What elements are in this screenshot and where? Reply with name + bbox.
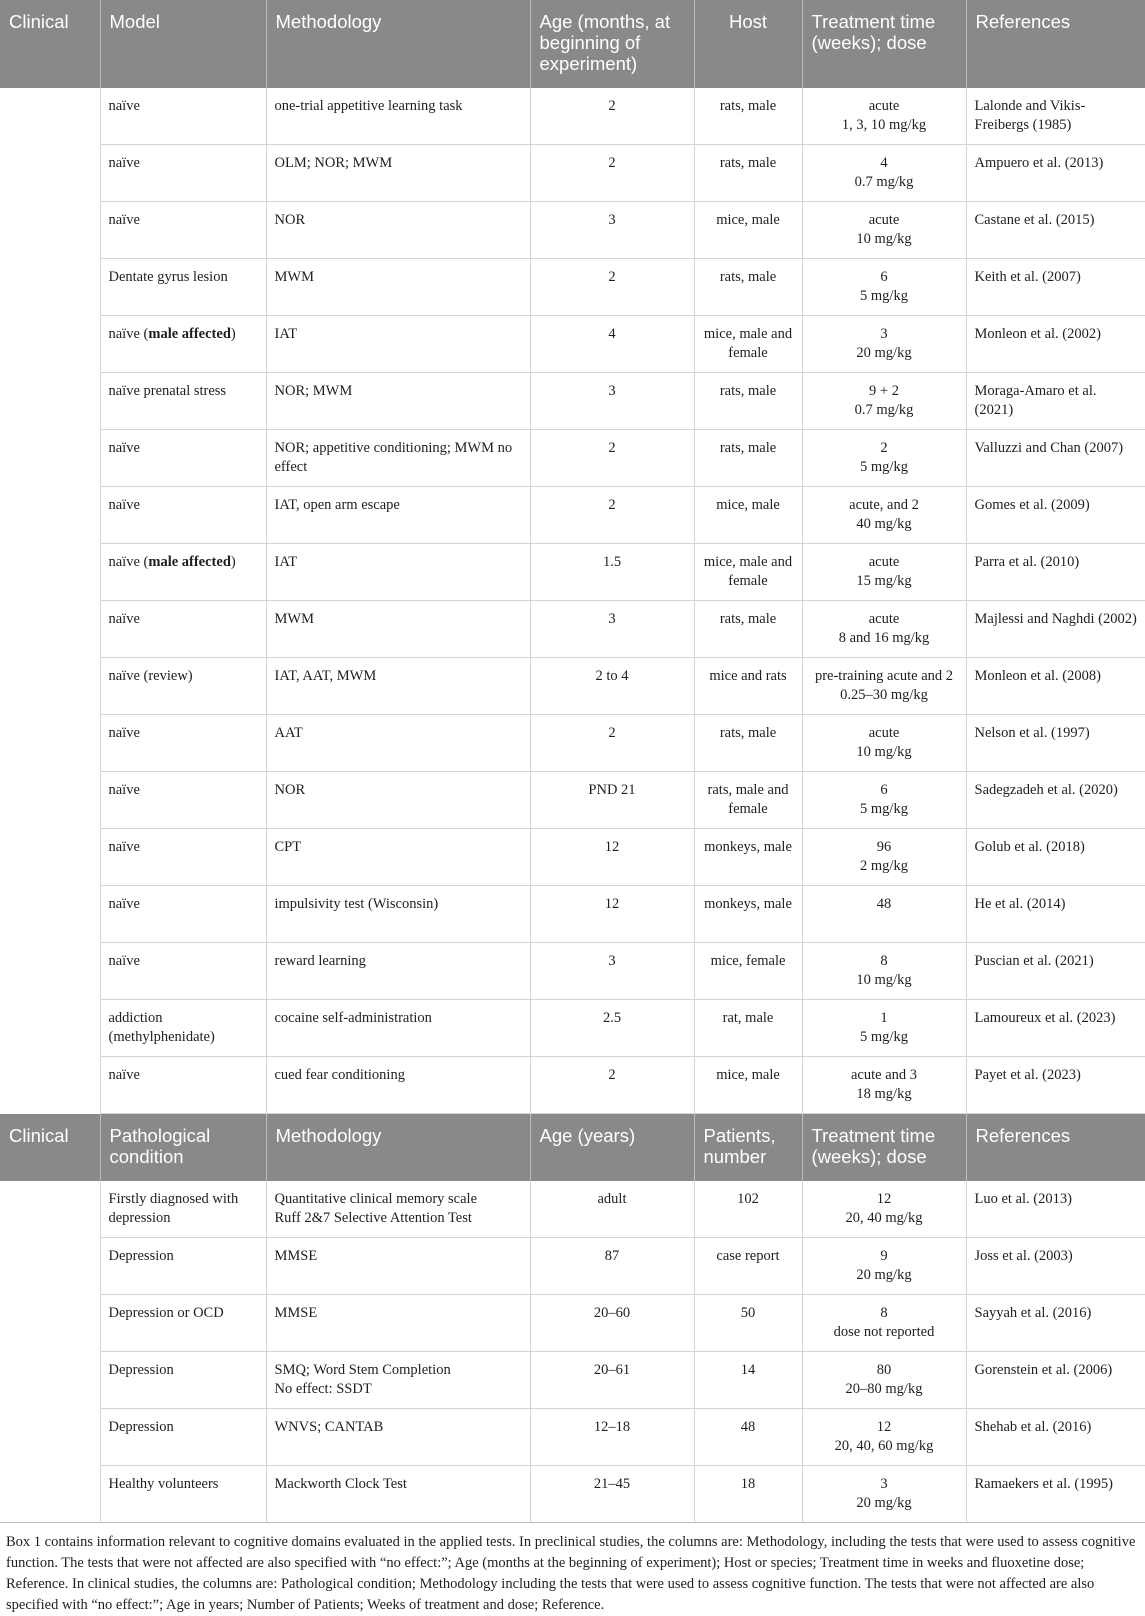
- host-cell: mice, male: [694, 202, 802, 259]
- host-cell: mice, male and female: [694, 544, 802, 601]
- model-cell: naïve: [100, 886, 266, 943]
- header-model: Model: [100, 0, 266, 88]
- treatment-cell: 3 20 mg/kg: [802, 1466, 966, 1523]
- clinical-cell: [0, 1000, 100, 1057]
- header-host: Host: [694, 0, 802, 88]
- treatment-cell: 3 20 mg/kg: [802, 316, 966, 373]
- model-cell: naïve: [100, 772, 266, 829]
- age-cell: 20–60: [530, 1295, 694, 1352]
- methodology-cell: NOR; appetitive conditioning; MWM no effect: [266, 430, 530, 487]
- age-cell: 4: [530, 316, 694, 373]
- methodology-cell: NOR; MWM: [266, 373, 530, 430]
- table-row: [0, 1181, 1145, 1238]
- header-patients: Patients, number: [694, 1114, 802, 1182]
- clinical-cell: [0, 430, 100, 487]
- model-cell: naïve: [100, 601, 266, 658]
- methodology-cell: WNVS; CANTAB: [266, 1409, 530, 1466]
- treatment-cell: 9 + 2 0.7 mg/kg: [802, 373, 966, 430]
- clinical-cell: [0, 886, 100, 943]
- age-cell: 2.5: [530, 1000, 694, 1057]
- reference-cell: He et al. (2014): [966, 886, 1145, 943]
- treatment-cell: acute 1, 3, 10 mg/kg: [802, 88, 966, 145]
- clinical-cell: [0, 1295, 100, 1352]
- clinical-cell: [0, 1466, 100, 1523]
- clinical-cell: [0, 544, 100, 601]
- header-clinical: Clinical: [0, 0, 100, 88]
- table-row: [0, 658, 1145, 715]
- reference-cell: Shehab et al. (2016): [966, 1409, 1145, 1466]
- reference-cell: Nelson et al. (1997): [966, 715, 1145, 772]
- reference-cell: Parra et al. (2010): [966, 544, 1145, 601]
- reference-cell: Moraga-Amaro et al. (2021): [966, 373, 1145, 430]
- model-text: naïve (: [108, 326, 149, 342]
- host-cell: mice, male: [694, 487, 802, 544]
- model-cell: [100, 316, 266, 373]
- methodology-cell: Quantitative clinical memory scale Ruff 2&7 Selective Attention Test: [266, 1181, 530, 1238]
- methodology-cell: MMSE: [266, 1295, 530, 1352]
- treatment-cell: 9 20 mg/kg: [802, 1238, 966, 1295]
- age-cell: 2: [530, 259, 694, 316]
- reference-cell: Luo et al. (2013): [966, 1181, 1145, 1238]
- header-references: References: [966, 0, 1145, 88]
- table-row: [0, 1057, 1145, 1114]
- model-text-after: ): [230, 326, 236, 342]
- host-cell: mice, male and female: [694, 316, 802, 373]
- header-age: Age (months, at beginning of experiment): [530, 0, 694, 88]
- host-cell: rats, male: [694, 145, 802, 202]
- clinical-cell: [0, 316, 100, 373]
- model-cell: naïve: [100, 430, 266, 487]
- condition-cell: Depression or OCD: [100, 1295, 266, 1352]
- table-row: [0, 88, 1145, 145]
- clinical-cell: [0, 88, 100, 145]
- clinical-cell: [0, 601, 100, 658]
- age-cell: 2: [530, 487, 694, 544]
- age-cell: adult: [530, 1181, 694, 1238]
- model-cell: naïve: [100, 487, 266, 544]
- header-age-years: Age (years): [530, 1114, 694, 1182]
- table-row: [0, 259, 1145, 316]
- treatment-cell: acute 10 mg/kg: [802, 715, 966, 772]
- host-cell: rats, male: [694, 715, 802, 772]
- host-cell: rats, male: [694, 373, 802, 430]
- patients-cell: 48: [694, 1409, 802, 1466]
- treatment-cell: 12 20, 40 mg/kg: [802, 1181, 966, 1238]
- table-row: [0, 1352, 1145, 1409]
- age-cell: PND 21: [530, 772, 694, 829]
- treatment-cell: 80 20–80 mg/kg: [802, 1352, 966, 1409]
- model-cell: naïve: [100, 829, 266, 886]
- treatment-cell: acute, and 2 40 mg/kg: [802, 487, 966, 544]
- reference-cell: Payet et al. (2023): [966, 1057, 1145, 1114]
- age-cell: 87: [530, 1238, 694, 1295]
- clinical-cell: [0, 487, 100, 544]
- methodology-cell: OLM; NOR; MWM: [266, 145, 530, 202]
- age-cell: 12: [530, 829, 694, 886]
- model-cell: naïve: [100, 1057, 266, 1114]
- methodology-cell: NOR: [266, 772, 530, 829]
- table-row: [0, 1409, 1145, 1466]
- host-cell: mice and rats: [694, 658, 802, 715]
- treatment-cell: 12 20, 40, 60 mg/kg: [802, 1409, 966, 1466]
- table-row: [0, 544, 1145, 601]
- reference-cell: Joss et al. (2003): [966, 1238, 1145, 1295]
- table-row: [0, 145, 1145, 202]
- clinical-cell: [0, 145, 100, 202]
- table-row: [0, 886, 1145, 943]
- host-cell: mice, female: [694, 943, 802, 1000]
- clinical-header-row: [0, 1114, 1145, 1182]
- table-row: [0, 487, 1145, 544]
- treatment-cell: 4 0.7 mg/kg: [802, 145, 966, 202]
- methodology-cell: IAT, open arm escape: [266, 487, 530, 544]
- model-cell: naïve (review): [100, 658, 266, 715]
- age-cell: 20–61: [530, 1352, 694, 1409]
- clinical-cell: [0, 772, 100, 829]
- methodology-cell: cued fear conditioning: [266, 1057, 530, 1114]
- reference-cell: Monleon et al. (2008): [966, 658, 1145, 715]
- reference-cell: Ramaekers et al. (1995): [966, 1466, 1145, 1523]
- reference-cell: Ampuero et al. (2013): [966, 145, 1145, 202]
- clinical-cell: [0, 658, 100, 715]
- model-text-after: ): [230, 554, 236, 570]
- age-cell: 2: [530, 88, 694, 145]
- clinical-cell: [0, 259, 100, 316]
- clinical-cell: [0, 1409, 100, 1466]
- header-treatment-2: Treatment time (weeks); dose: [802, 1114, 966, 1182]
- clinical-cell: [0, 715, 100, 772]
- table-row: [0, 1000, 1145, 1057]
- model-cell: naïve: [100, 88, 266, 145]
- table-row: [0, 202, 1145, 259]
- age-cell: 2 to 4: [530, 658, 694, 715]
- table-row: [0, 715, 1145, 772]
- age-cell: 2: [530, 1057, 694, 1114]
- treatment-cell: 1 5 mg/kg: [802, 1000, 966, 1057]
- patients-cell: 50: [694, 1295, 802, 1352]
- reference-cell: Majlessi and Naghdi (2002): [966, 601, 1145, 658]
- clinical-cell: [0, 829, 100, 886]
- methodology-cell: one-trial appetitive learning task: [266, 88, 530, 145]
- clinical-cell: [0, 373, 100, 430]
- age-cell: 3: [530, 373, 694, 430]
- condition-cell: Healthy volunteers: [100, 1466, 266, 1523]
- table-row: [0, 430, 1145, 487]
- treatment-cell: 8 10 mg/kg: [802, 943, 966, 1000]
- clinical-header-body: [0, 1114, 1145, 1182]
- age-cell: 12–18: [530, 1409, 694, 1466]
- methodology-cell: CPT: [266, 829, 530, 886]
- reference-cell: Gomes et al. (2009): [966, 487, 1145, 544]
- treatment-cell: acute 10 mg/kg: [802, 202, 966, 259]
- clinical-cell: [0, 1181, 100, 1238]
- header-references-2: References: [966, 1114, 1145, 1182]
- patients-cell: 102: [694, 1181, 802, 1238]
- reference-cell: Valluzzi and Chan (2007): [966, 430, 1145, 487]
- reference-cell: Sadegzadeh et al. (2020): [966, 772, 1145, 829]
- treatment-cell: acute 15 mg/kg: [802, 544, 966, 601]
- patients-cell: case report: [694, 1238, 802, 1295]
- host-cell: monkeys, male: [694, 829, 802, 886]
- model-cell: Dentate gyrus lesion: [100, 259, 266, 316]
- reference-cell: Gorenstein et al. (2006): [966, 1352, 1145, 1409]
- reference-cell: Castane et al. (2015): [966, 202, 1145, 259]
- condition-cell: Depression: [100, 1409, 266, 1466]
- table-row: [0, 601, 1145, 658]
- host-cell: rats, male: [694, 88, 802, 145]
- clinical-cell: [0, 1057, 100, 1114]
- treatment-cell: 96 2 mg/kg: [802, 829, 966, 886]
- model-cell: [100, 544, 266, 601]
- methodology-cell: Mackworth Clock Test: [266, 1466, 530, 1523]
- age-cell: 2: [530, 430, 694, 487]
- preclinical-body: [0, 88, 1145, 1114]
- treatment-cell: 48: [802, 886, 966, 943]
- table-row: [0, 1295, 1145, 1352]
- patients-cell: 14: [694, 1352, 802, 1409]
- model-emphasis: male affected: [148, 554, 231, 570]
- reference-cell: Keith et al. (2007): [966, 259, 1145, 316]
- methodology-cell: cocaine self-administration: [266, 1000, 530, 1057]
- reference-cell: Lalonde and Vikis-Freibergs (1985): [966, 88, 1145, 145]
- model-emphasis: male affected: [148, 326, 231, 342]
- preclinical-header-row: [0, 0, 1145, 88]
- table-row: [0, 1466, 1145, 1523]
- model-cell: addiction (methylphenidate): [100, 1000, 266, 1057]
- methodology-cell: IAT: [266, 316, 530, 373]
- model-cell: naïve: [100, 715, 266, 772]
- host-cell: rats, male and female: [694, 772, 802, 829]
- host-cell: rats, male: [694, 430, 802, 487]
- methodology-cell: AAT: [266, 715, 530, 772]
- age-cell: 3: [530, 601, 694, 658]
- model-cell: naïve: [100, 943, 266, 1000]
- table-row: [0, 1238, 1145, 1295]
- treatment-cell: 6 5 mg/kg: [802, 772, 966, 829]
- clinical-body: [0, 1181, 1145, 1523]
- header-clinical-2: Clinical: [0, 1114, 100, 1182]
- model-cell: naïve prenatal stress: [100, 373, 266, 430]
- header-methodology: Methodology: [266, 0, 530, 88]
- age-cell: 3: [530, 202, 694, 259]
- reference-cell: Lamoureux et al. (2023): [966, 1000, 1145, 1057]
- treatment-cell: pre-training acute and 2 0.25–30 mg/kg: [802, 658, 966, 715]
- methodology-cell: SMQ; Word Stem Completion No effect: SSDT: [266, 1352, 530, 1409]
- age-cell: 2: [530, 715, 694, 772]
- treatment-cell: acute and 3 18 mg/kg: [802, 1057, 966, 1114]
- header-methodology-2: Methodology: [266, 1114, 530, 1182]
- model-cell: naïve: [100, 145, 266, 202]
- reference-cell: Monleon et al. (2002): [966, 316, 1145, 373]
- clinical-cell: [0, 202, 100, 259]
- methodology-cell: IAT, AAT, MWM: [266, 658, 530, 715]
- methodology-cell: NOR: [266, 202, 530, 259]
- clinical-cell: [0, 943, 100, 1000]
- methodology-cell: MWM: [266, 601, 530, 658]
- host-cell: rats, male: [694, 259, 802, 316]
- age-cell: 2: [530, 145, 694, 202]
- condition-cell: Firstly diagnosed with depression: [100, 1181, 266, 1238]
- table-row: [0, 316, 1145, 373]
- methodology-cell: reward learning: [266, 943, 530, 1000]
- methodology-cell: MWM: [266, 259, 530, 316]
- clinical-cell: [0, 1352, 100, 1409]
- table-row: [0, 373, 1145, 430]
- model-text: naïve (: [108, 554, 149, 570]
- table-row: [0, 943, 1145, 1000]
- patients-cell: 18: [694, 1466, 802, 1523]
- reference-cell: Puscian et al. (2021): [966, 943, 1145, 1000]
- treatment-cell: acute 8 and 16 mg/kg: [802, 601, 966, 658]
- table-row: [0, 772, 1145, 829]
- table-row: [0, 829, 1145, 886]
- header-treatment: Treatment time (weeks); dose: [802, 0, 966, 88]
- condition-cell: Depression: [100, 1238, 266, 1295]
- age-cell: 3: [530, 943, 694, 1000]
- methodology-cell: IAT: [266, 544, 530, 601]
- clinical-cell: [0, 1238, 100, 1295]
- reference-cell: Sayyah et al. (2016): [966, 1295, 1145, 1352]
- header-condition: Pathological condition: [100, 1114, 266, 1182]
- methodology-cell: impulsivity test (Wisconsin): [266, 886, 530, 943]
- treatment-cell: 8 dose not reported: [802, 1295, 966, 1352]
- age-cell: 21–45: [530, 1466, 694, 1523]
- table-footnote: Box 1 contains information relevant to cognitive domains evaluated in the applied tests. In preclinical studies, the columns are: Methodology, including the tests that were used to assess cognitive function. The tests that were not affected are also specified with “no effect:”; Age (months at the beginning of experiment); Host or species; Treatment time in weeks and fluoxetine dose; Reference. In clinical studies, the columns are: Pathological condition; Methodology including the tests that were used to assess cognitive function. The tests that were not affected are also specified with “no effect:”; Age in years; Number of Patients; Weeks of treatment and dose; Reference.: [6, 1534, 1136, 1613]
- age-cell: 1.5: [530, 544, 694, 601]
- condition-cell: Depression: [100, 1352, 266, 1409]
- treatment-cell: 6 5 mg/kg: [802, 259, 966, 316]
- age-cell: 12: [530, 886, 694, 943]
- host-cell: mice, male: [694, 1057, 802, 1114]
- treatment-cell: 2 5 mg/kg: [802, 430, 966, 487]
- model-cell: naïve: [100, 202, 266, 259]
- methodology-cell: MMSE: [266, 1238, 530, 1295]
- host-cell: monkeys, male: [694, 886, 802, 943]
- host-cell: rat, male: [694, 1000, 802, 1057]
- host-cell: rats, male: [694, 601, 802, 658]
- reference-cell: Golub et al. (2018): [966, 829, 1145, 886]
